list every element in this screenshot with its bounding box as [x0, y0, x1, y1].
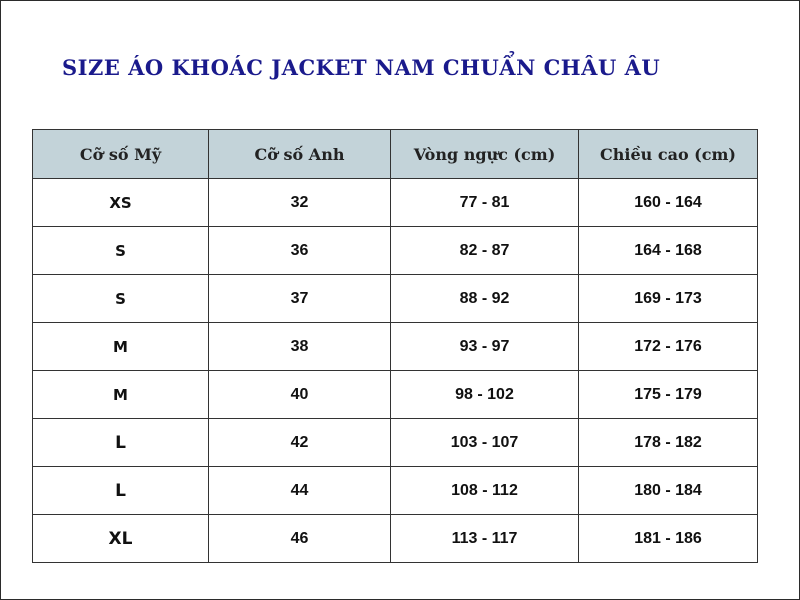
cell-us-size: S	[33, 227, 209, 275]
cell-chest: 88 - 92	[391, 275, 579, 323]
cell-uk-size: 46	[209, 515, 391, 563]
table-row	[33, 323, 758, 371]
cell-uk-size: 37	[209, 275, 391, 323]
header-height: Chiều cao (cm)	[579, 130, 758, 179]
cell-height: 181 - 186	[579, 515, 758, 563]
table-row	[33, 419, 758, 467]
cell-chest: 108 - 112	[391, 467, 579, 515]
cell-chest: 93 - 97	[391, 323, 579, 371]
table-row	[33, 275, 758, 323]
cell-uk-size: 44	[209, 467, 391, 515]
cell-uk-size: 42	[209, 419, 391, 467]
cell-chest: 98 - 102	[391, 371, 579, 419]
cell-us-size: S	[33, 275, 209, 323]
cell-height: 178 - 182	[579, 419, 758, 467]
cell-height: 164 - 168	[579, 227, 758, 275]
header-chest: Vòng ngực (cm)	[391, 130, 579, 179]
cell-uk-size: 38	[209, 323, 391, 371]
cell-us-size: XS	[33, 179, 209, 227]
cell-chest: 103 - 107	[391, 419, 579, 467]
table-row	[33, 179, 758, 227]
cell-chest: 77 - 81	[391, 179, 579, 227]
cell-height: 172 - 176	[579, 323, 758, 371]
cell-height: 175 - 179	[579, 371, 758, 419]
cell-height: 180 - 184	[579, 467, 758, 515]
cell-height: 160 - 164	[579, 179, 758, 227]
header-us-size: Cỡ số Mỹ	[33, 130, 209, 179]
page-title: SIZE ÁO KHOÁC JACKET NAM CHUẨN CHÂU ÂU	[62, 55, 661, 80]
cell-us-size: M	[33, 323, 209, 371]
table-row	[33, 515, 758, 563]
cell-us-size: L	[33, 467, 209, 515]
cell-uk-size: 36	[209, 227, 391, 275]
cell-uk-size: 32	[209, 179, 391, 227]
header-uk-size: Cỡ số Anh	[209, 130, 391, 179]
cell-us-size: L	[33, 419, 209, 467]
size-chart-table	[32, 129, 758, 563]
cell-chest: 113 - 117	[391, 515, 579, 563]
cell-uk-size: 40	[209, 371, 391, 419]
table-row	[33, 371, 758, 419]
cell-us-size: XL	[33, 515, 209, 563]
table-row	[33, 467, 758, 515]
header-row	[33, 130, 758, 179]
cell-height: 169 - 173	[579, 275, 758, 323]
cell-us-size: M	[33, 371, 209, 419]
table-row	[33, 227, 758, 275]
cell-chest: 82 - 87	[391, 227, 579, 275]
